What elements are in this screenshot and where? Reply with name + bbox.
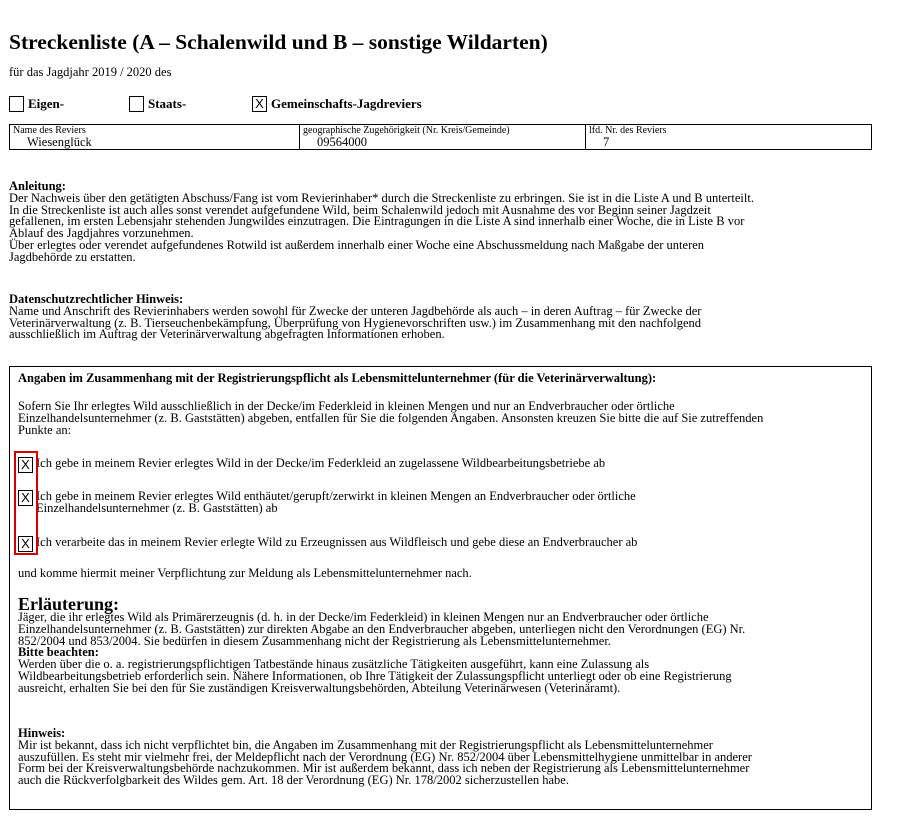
option-2[interactable] [18, 490, 636, 515]
revier-nr-cell[interactable] [586, 125, 872, 150]
checkbox-staats-label: Staats- [148, 96, 187, 111]
datenschutz-line: Name und Anschrift des Revierinhabers werden sowohl für Zwecke der unteren Jagdbehörde als auch – in deren Auftrag – für Zwecke der [9, 303, 702, 318]
revier-name-cell[interactable] [10, 125, 300, 150]
datenschutz-heading: Datenschutzrechtlicher Hinweis: [9, 292, 184, 306]
option-3[interactable] [18, 536, 637, 552]
page-title: Streckenliste (A – Schalenwild und B – sonstige Wildarten) [9, 30, 548, 54]
anleitung-line: Ablauf des Jagdjahres vorzunehmen. [9, 226, 194, 241]
option-2-checkbox[interactable]: X [18, 490, 33, 506]
reviertyp-staats[interactable] [129, 96, 186, 112]
option-1-text: Ich gebe in meinem Revier erlegtes Wild in der Decke/im Federkleid an zugelassene Wildbearbeitungsbetriebe ab [36, 456, 606, 470]
revier-geo-cell[interactable] [300, 125, 586, 150]
checkbox-eigen[interactable] [9, 96, 24, 112]
option-2-text: Ich gebe in meinem Revier erlegtes Wild enthäutet/gerupft/zerwirkt in kleinen Mengen an Endverbraucher oder örtliche [36, 489, 636, 503]
beachten-heading: Bitte beachten: [18, 645, 99, 660]
revier-geo-value: 09564000 [317, 135, 367, 149]
option-1[interactable] [18, 457, 605, 473]
revier-nr-value: 7 [603, 135, 610, 149]
erlaeuterung-heading: Erläuterung: [18, 594, 119, 614]
intro-line: Einzelhandelsunternehmer (z. B. Gaststätten) abgeben, entfallen für Sie die folgenden Angaben. Ansonsten kreuzen Sie bitte die auf Sie zutreffenden [18, 410, 764, 425]
revier-name-label: Name des Reviers [13, 125, 86, 136]
erlaeuterung-line: Jäger, die ihr erlegtes Wild als Primärerzeugnis (d. h. in der Decke/im Federkleid) in kleinen Mengen nur an Endverbraucher oder örtliche [18, 610, 709, 624]
beachten-line: Wildbearbeitungsbetrieb erforderlich sein. Nähere Informationen, ob Ihre Tätigkeit der Zulassungspflicht unterliegt oder ob eine Registrierung [18, 668, 732, 683]
intro-line: Sofern Sie Ihr erlegtes Wild ausschließlich in der Decke/im Federkleid in kleinen Mengen und nur an Endverbraucher oder örtliche [18, 399, 675, 413]
anleitung-line: Der Nachweis über den getätigten Abschuss/Fang ist vom Revierinhaber* durch die Streckenliste zu erbringen. Sie ist in die Liste A und B unterteilt. [9, 190, 754, 205]
anleitung-line: Über erlegtes oder verendet aufgefundenes Rotwild ist außerdem innerhalb einer Woche eine Abschussmeldung nach Maßgabe der unteren [9, 237, 705, 252]
checkbox-highlight [14, 451, 38, 555]
checkbox-eigen-label: Eigen- [28, 96, 65, 111]
subtitle: für das Jagdjahr 2019 / 2020 des [9, 65, 172, 79]
intro-line: Punkte an: [18, 422, 72, 437]
anleitung-section [9, 181, 889, 264]
anleitung-line: In die Streckenliste ist auch alles sonst verendet aufgefundene Wild, beim Schalenwild jedoch mit Ausnahme des vor Beginn seiner Jagdzeit [9, 202, 711, 217]
closing-text: und komme hiermit meiner Verpflichtung zur Meldung als Lebensmittelunternehmer nach. [18, 566, 472, 580]
hinweis-line: Mir ist bekannt, dass ich nicht verpflichtet bin, die Angaben im Zusammenhang mit der Registrierungspflicht als Lebensmittelunternehmer [18, 737, 713, 752]
option-3-checkbox[interactable]: X [18, 536, 33, 552]
anleitung-line: Jagdbehörde zu erstatten. [9, 249, 136, 264]
hinweis-section [18, 728, 878, 787]
hinweis-line: Form bei der Kreisverwaltungsbehörde nachzukommen. Mir ist außerdem bekannt, dass ich neben der Registrierung als Lebensmittelunternehmer [18, 761, 750, 776]
beachten-line: Werden über die o. a. registrierungspflichtigen Tatbestände hinaus zusätzliche Tätigkeiten ausgeführt, kann eine Zulassung als [18, 657, 650, 672]
checkbox-staats[interactable] [129, 96, 144, 112]
reviertyp-eigen[interactable] [9, 96, 64, 112]
hinweis-line: auszufüllen. Es steht mir vielmehr frei, der Meldepflicht nach der Verordnung (EG) Nr. 852/2004 über Lebensmittelhygiene unmittelbar in anderer [18, 749, 752, 764]
erlaeuterung-line: Einzelhandelsunternehmer (z. B. Gaststätten) zur direkten Abgabe an den Endverbraucher abgeben, unterliegen nicht den Verordnungen (EG) Nr. [18, 621, 746, 636]
registrierung-heading: Angaben im Zusammenhang mit der Registrierungspflicht als Lebensmittelunternehmer (für die Veterinärverwaltung): [18, 371, 657, 385]
hinweis-line: auch die Rückverfolgbarkeit des Wildes gem. Art. 18 der Verordnung (EG) Nr. 178/2002 sicherzustellen habe. [18, 773, 569, 788]
anleitung-line: gefallenen, im ersten Lebensjahr stehenden Jungwildes einzutragen. Die Eintragungen in die Liste A sind innerhalb einer Woche, die in Liste B vor [9, 214, 745, 229]
checkbox-gemeinschaft-label: Gemeinschafts-Jagdreviers [271, 96, 422, 111]
option-3-text: Ich verarbeite das in meinem Revier erlegte Wild zu Erzeugnissen aus Wildfleisch und gebe diese an Endverbraucher ab [36, 535, 638, 549]
hinweis-heading: Hinweis: [18, 726, 66, 740]
datenschutz-line: ausschließlich im Auftrag der Veterinärverwaltung abgefragten Informationen erhoben. [9, 327, 445, 342]
datenschutz-section [9, 294, 889, 341]
revier-name-value: Wiesenglück [27, 135, 92, 149]
anleitung-heading: Anleitung: [9, 179, 66, 193]
registrierung-intro [18, 401, 878, 436]
revier-info-table [9, 124, 872, 150]
option-1-checkbox[interactable]: X [18, 457, 33, 473]
revier-nr-label: lfd. Nr. des Reviers [589, 125, 667, 136]
erlaeuterung-section [18, 596, 878, 695]
erlaeuterung-line: 852/2004 und 853/2004. Sie bedürfen in diesem Zusammenhang nicht der Registrierung als Lebensmittelunternehmer. [18, 633, 611, 648]
reviertyp-gemeinschaft[interactable] [252, 96, 422, 112]
checkbox-gemeinschaft[interactable]: X [252, 96, 267, 112]
datenschutz-line: Veterinärverwaltung (z. B. Tierseuchenbekämpfung, Überprüfung von Hygienevorschriften usw.) im Zusammenhang mit den nachfolgend [9, 315, 702, 330]
option-2-text: Einzelhandelsunternehmer (z. B. Gaststätten) ab [36, 500, 278, 515]
beachten-line: ausreicht, erhalten Sie bei den für Sie zuständigen Kreisverwaltungsbehörden, Abteilung Veterinärwesen (Veterinäramt). [18, 680, 621, 695]
revier-geo-label: geographische Zugehörigkeit (Nr. Kreis/Gemeinde) [303, 125, 510, 136]
